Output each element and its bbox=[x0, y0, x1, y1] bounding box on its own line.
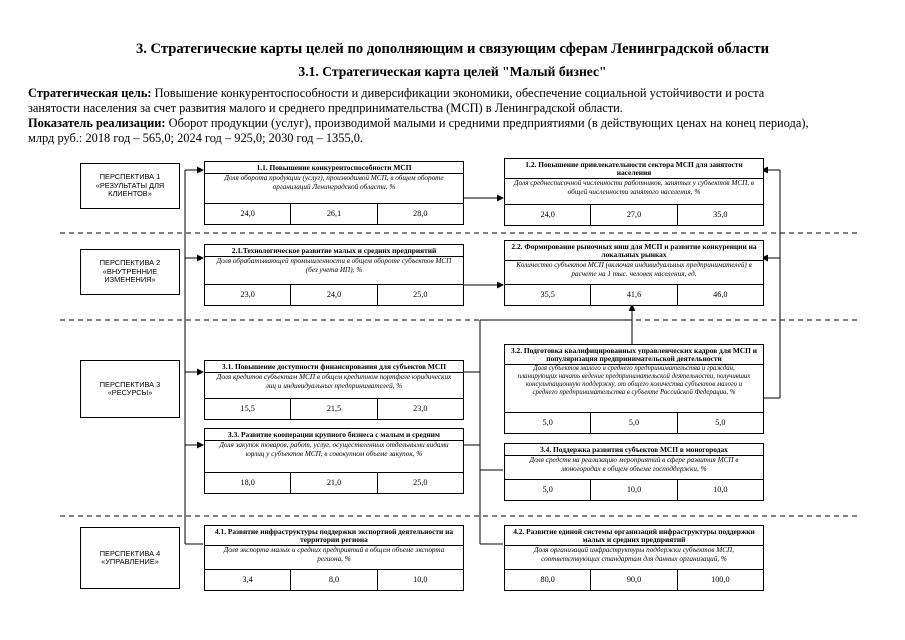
perspective-1-line-2: «РЕЗУЛЬТАТЫ ДЛЯ bbox=[95, 180, 165, 190]
goal-title: 1.2. Повышение привлекательности сектора МСП для занятости населения bbox=[525, 160, 743, 178]
goal-title: 4.2. Развитие единой системы организаций инфраструктуры поддержки малых и средних предприятий bbox=[513, 527, 755, 545]
perspective-2-line-1: ПЕРСПЕКТИВА 2 bbox=[99, 258, 161, 268]
goal-values bbox=[505, 569, 763, 590]
goal-box-4-2 bbox=[504, 525, 764, 591]
goal-value-2024: 90,0 bbox=[590, 570, 676, 590]
perspective-4-line-1: ПЕРСПЕКТИВА 4 bbox=[99, 548, 161, 558]
goal-values bbox=[505, 204, 763, 225]
goal-value-2030: 25,0 bbox=[377, 285, 463, 305]
goal-description: Количество субъектов МСП (включая индивидуальных предпринимателей) в расчете на 1 тыс. человек населения, ед. bbox=[505, 260, 763, 278]
perspective-1 bbox=[80, 163, 180, 209]
goal-description: Доля обрабатывающей промышленности в общем обороте субъектов МСП (без учета ИП), % bbox=[205, 256, 463, 274]
goal-title: 1.1. Повышение конкурентоспособности МСП bbox=[256, 163, 412, 172]
goal-value-2024: 21,5 bbox=[290, 399, 376, 419]
goal-value-2024: 21,0 bbox=[290, 473, 376, 493]
goal-description: Доля оборота продукции (услуг), производимой МСП, в общем обороте организаций Ленинградской области, % bbox=[205, 173, 463, 191]
goal-title: 2.2. Формирование рыночных ниш для МСП и развитие конкуренции на локальных рынках bbox=[511, 242, 757, 260]
perspective-2-line-3: ИЗМЕНЕНИЯ» bbox=[104, 275, 156, 285]
goal-values bbox=[205, 472, 463, 493]
goal-value-2030: 100,0 bbox=[677, 570, 763, 590]
goal-value-2030: 25,0 bbox=[377, 473, 463, 493]
goal-box-2-2 bbox=[504, 240, 764, 306]
goal-description: Доля кредитов субъектам МСП в общем кредитном портфеле юридических лиц и индивидуальных предпринимателей, % bbox=[205, 372, 463, 390]
goal-value-2024: 10,0 bbox=[590, 480, 676, 500]
goal-box-3-2 bbox=[504, 344, 764, 434]
goal-box-4-1 bbox=[204, 525, 464, 591]
goal-values bbox=[505, 479, 763, 500]
goal-value-2018: 24,0 bbox=[540, 210, 555, 219]
indicator-text-2: млрд руб.: 2018 год – 565,0; 2024 год – 925,0; 2030 год – 1355,0. bbox=[28, 131, 364, 145]
goal-values bbox=[205, 284, 463, 305]
goal-values bbox=[205, 203, 463, 224]
indicator-label: Показатель реализации: bbox=[28, 116, 166, 130]
page-subtitle: 3.1. Стратегическая карта целей "Малый бизнес" bbox=[298, 64, 607, 79]
goal-value-2018: 3,4 bbox=[242, 575, 253, 584]
goal-value-2018: 24,0 bbox=[240, 209, 255, 218]
goal-box-3-4 bbox=[504, 443, 764, 501]
goal-value-2030: 5,0 bbox=[677, 413, 763, 433]
goal-value-2024: 24,0 bbox=[290, 285, 376, 305]
goal-value-2024: 5,0 bbox=[590, 413, 676, 433]
goal-values bbox=[505, 412, 763, 433]
goal-value-2018: 5,0 bbox=[542, 418, 553, 427]
goal-value-2030: 10,0 bbox=[677, 480, 763, 500]
perspective-3 bbox=[80, 360, 180, 418]
page-title: 3. Стратегические карты целей по дополняющим и связующим сферам Ленинградской области bbox=[135, 41, 770, 57]
goal-description: Доля экспорта малых и средних предприятий в общем объеме экспорта региона, % bbox=[205, 545, 463, 563]
goal-title: 3.2. Подготовка квалифицированных управленческих кадров для МСП и популяризация предпринимательской деятельности bbox=[511, 346, 757, 364]
goal-title: 3.1. Повышение доступности финансирования для субъектов МСП bbox=[222, 362, 446, 371]
goal-value-2030: 35,0 bbox=[677, 205, 763, 225]
perspective-1-line-3: КЛИЕНТОВ» bbox=[108, 189, 152, 199]
perspective-3-line-2: «РЕСУРСЫ» bbox=[107, 388, 153, 397]
goal-description: Доля субъектов малого и среднего предпринимательства и граждан, планирующих начать ведение предпринимательской деятельности, получивших консультационную поддержку, от общего количества субъектов малого и среднего предпринимательства в субъекте Российской Федерации, % bbox=[505, 364, 763, 396]
goal-values bbox=[205, 398, 463, 419]
perspective-1-line-1: ПЕРСПЕКТИВА 1 bbox=[99, 172, 161, 182]
perspective-4-line-2: «УПРАВЛЕНИЕ» bbox=[101, 557, 159, 566]
goal-value-2030: 23,0 bbox=[377, 399, 463, 419]
goal-values bbox=[505, 284, 763, 305]
goal-text-1: Повышение конкурентоспособности и диверсификации экономики, обеспечение социальной устойчивости и роста bbox=[154, 86, 765, 100]
goal-value-2018: 35,5 bbox=[540, 290, 555, 299]
goal-label: Стратегическая цель: bbox=[28, 86, 152, 100]
goal-value-2024: 26,1 bbox=[290, 204, 376, 224]
goal-description: Доля средств на реализацию мероприятий в сфере развития МСП в моногородах в общем объеме господдержки, % bbox=[505, 455, 763, 473]
goal-box-3-1 bbox=[204, 360, 464, 420]
goal-value-2018: 80,0 bbox=[540, 575, 555, 584]
goal-value-2018: 5,0 bbox=[542, 485, 553, 494]
perspective-4 bbox=[80, 527, 180, 589]
goal-box-2-1 bbox=[204, 244, 464, 306]
goal-description: Доля закупок товаров, работ, услуг, осуществленных отдельными видами юрлиц у субъектов МСП, в совокупном объеме закупок, % bbox=[205, 440, 463, 458]
goal-value-2030: 28,0 bbox=[377, 204, 463, 224]
goal-value-2030: 46,0 bbox=[677, 285, 763, 305]
goal-box-3-3 bbox=[204, 428, 464, 494]
goal-value-2018: 23,0 bbox=[240, 290, 255, 299]
indicator-text-1: Оборот продукции (услуг), производимой малыми и средними предприятиями (в действующих ценах на конец периода), bbox=[168, 116, 809, 130]
goal-title: 4.1. Развитие инфраструктуры поддержки экспортной деятельности на территории региона bbox=[214, 527, 454, 545]
goal-value-2030: 10,0 bbox=[377, 570, 463, 590]
perspective-3-line-1: ПЕРСПЕКТИВА 3 bbox=[99, 379, 161, 389]
goal-value-2018: 18,0 bbox=[240, 478, 255, 487]
goal-value-2018: 15,5 bbox=[240, 404, 255, 413]
goal-value-2024: 27,0 bbox=[590, 205, 676, 225]
goal-description: Доля организаций инфраструктуры поддержки субъектов МСП, соответствующих стандартам для данных организаций, % bbox=[505, 545, 763, 563]
perspective-2-line-2: «ВНУТРЕННИЕ bbox=[102, 266, 158, 276]
goal-description: Доля среднесписочной численности работников, занятых у субъектов МСП, в общей численности занятого населения, % bbox=[505, 178, 763, 196]
goal-text-2: занятости населения за счет развития малого и среднего предпринимательства (МСП) в Ленинградской области. bbox=[28, 101, 623, 115]
goal-title: 2.1.Технологическое развитие малых и средних предприятий bbox=[231, 246, 437, 255]
goal-value-2024: 8,0 bbox=[290, 570, 376, 590]
perspective-2 bbox=[80, 249, 180, 295]
goal-title: 3.4. Поддержка развития субъектов МСП в моногородах bbox=[540, 445, 728, 454]
goal-title: 3.3. Развитие кооперации крупного бизнеса с малым и средним bbox=[228, 430, 440, 439]
goal-values bbox=[205, 569, 463, 590]
goal-box-1-2 bbox=[504, 158, 764, 226]
goal-value-2024: 41,6 bbox=[590, 285, 676, 305]
goal-box-1-1 bbox=[204, 161, 464, 225]
